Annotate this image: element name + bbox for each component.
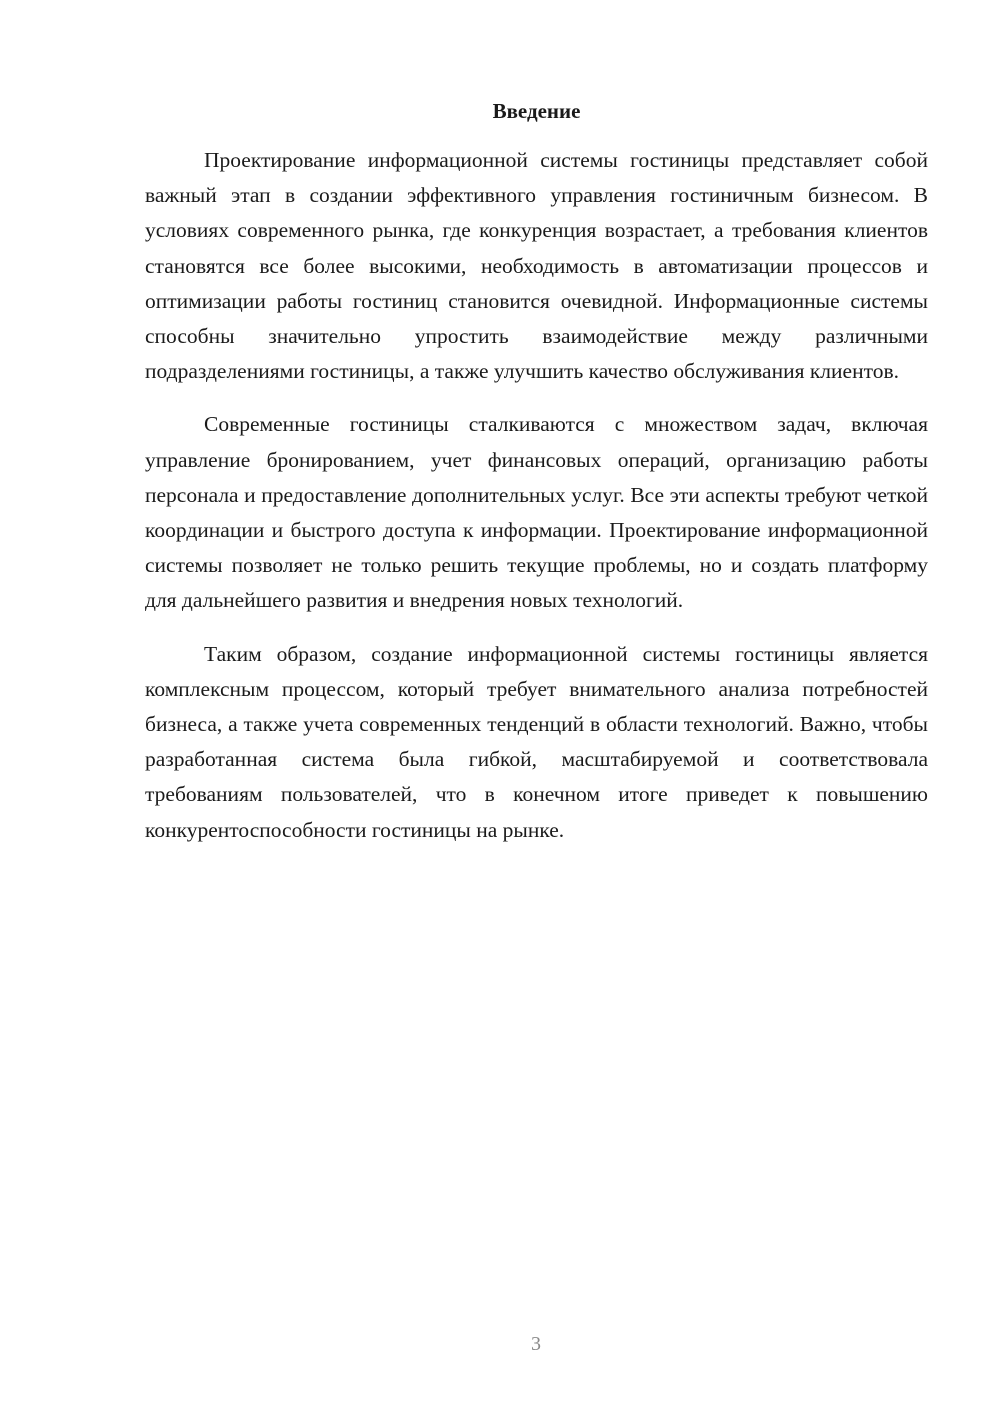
paragraph-tasks: Современные гостиницы сталкиваются с множеством задач, включая управление бронированием, учет финансовых операций, организацию работы персонала и предоставление дополнительных услуг. Все эти аспекты требуют четкой координации и быстрого доступа к информации. Проектирование информационной системы позволяет не только решить текущие проблемы, но и создать платформу для дальнейшего развития и внедрения новых технологий.: [145, 412, 928, 613]
body-text: [145, 143, 928, 848]
paragraph-conclusion: Таким образом, создание информационной системы гостиницы является комплексным процессом, который требует внимательного анализа потребностей бизнеса, а также учета современных тенденций в области технологий. Важно, чтобы разработанная система была гибкой, масштабируемой и соответствовала требованиям пользователей, что в конечном итоге приведет к повышению конкурентоспособности гостиницы на рынке.: [145, 641, 928, 842]
page-number: 3: [531, 1333, 541, 1355]
paragraph-intro: Проектирование информационной системы гостиницы представляет собой важный этап в создании эффективного управления гостиничным бизнесом. В условиях современного рынка, где конкуренция возрастает, а требования клиентов становятся все более высокими, необходимость в автоматизации процессов и оптимизации работы гостиниц становится очевидной. Информационные системы способны значительно упростить взаимодействие между различными подразделениями гостиницы, а также улучшить качество обслуживания клиентов.: [145, 148, 928, 384]
section-heading: Введение: [492, 99, 581, 123]
